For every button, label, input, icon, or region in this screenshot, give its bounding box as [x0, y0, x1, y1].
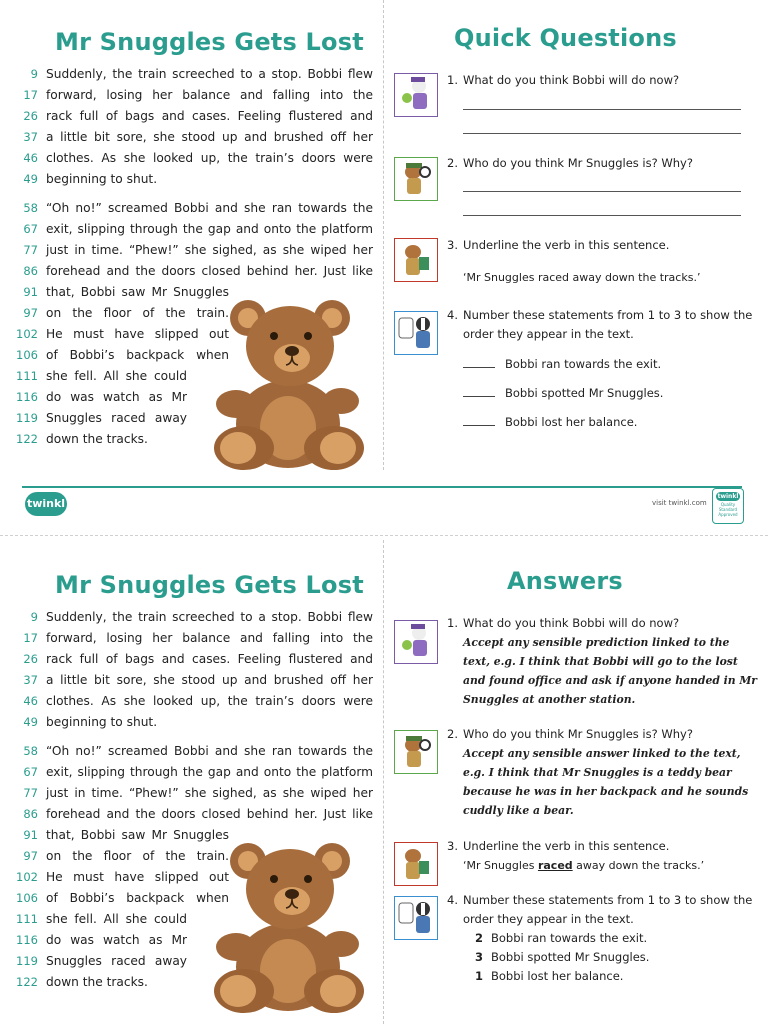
question-3-text: Underline the verb in this sentence.	[463, 238, 670, 252]
story-text: just in time. “Phew!” she sighed, as she wiped her	[46, 243, 373, 257]
answer-line[interactable]	[463, 109, 741, 110]
word-count: 58	[23, 201, 38, 215]
word-count: 67	[23, 222, 38, 236]
word-count: 26	[23, 109, 38, 123]
story-text: clothes. As she looked up, the train’s doors were	[46, 151, 373, 165]
story-line	[0, 804, 380, 825]
order-statement: Bobbi lost her balance.	[491, 969, 624, 983]
story-line	[0, 198, 380, 219]
answer-2-line: Accept any sensible answer linked to the text,	[463, 747, 741, 760]
order-blank[interactable]	[463, 384, 495, 397]
story-text: forehead and the doors closed behind her. Just like	[46, 264, 373, 278]
story-line	[0, 219, 380, 240]
cut-line	[0, 535, 768, 536]
question-number: 3.	[447, 238, 458, 252]
story-text: Suddenly, the train screeched to a stop. Bobbi flew	[46, 610, 373, 624]
answer-line[interactable]	[463, 133, 741, 134]
question-number: 1.	[447, 616, 458, 630]
story-text: forehead and the doors closed behind her. Just like	[46, 807, 373, 821]
sentence-start: ‘Mr Snuggles	[463, 859, 538, 872]
question-1-text: What do you think Bobbi will do now?	[463, 73, 680, 87]
story-line	[0, 783, 380, 804]
story-text: she fell. All she could	[46, 369, 187, 383]
order-blank[interactable]	[463, 413, 495, 426]
story-text: that, Bobbi saw Mr Snuggles	[46, 285, 229, 299]
order-answer-number: 2	[475, 931, 484, 945]
story-line	[0, 628, 380, 649]
word-count: 17	[23, 631, 38, 645]
question-number: 2.	[447, 727, 458, 741]
question-1-text: What do you think Bobbi will do now?	[463, 616, 680, 630]
word-count: 102	[16, 870, 38, 884]
story-line	[0, 741, 380, 762]
order-statement: Bobbi spotted Mr Snuggles.	[491, 950, 650, 964]
story-text: a little bit sore, she stood up and brushed off her	[46, 130, 373, 144]
word-count: 49	[23, 715, 38, 729]
order-answer-row	[475, 967, 623, 986]
word-count: 67	[23, 765, 38, 779]
answer-1-line: Accept any sensible prediction linked to the	[463, 636, 730, 649]
story-text: beginning to shut.	[46, 172, 158, 186]
word-count: 17	[23, 88, 38, 102]
answer-1-line: Snuggles at another station.	[463, 693, 636, 706]
story-line	[0, 148, 380, 169]
word-count: 97	[23, 306, 38, 320]
story-text: just in time. “Phew!” she sighed, as she wiped her	[46, 786, 373, 800]
sentence-end: away down the tracks.’	[572, 859, 705, 872]
visit-link[interactable]: visit twinkl.com	[652, 499, 707, 507]
twinkl-logo[interactable]: twinkl	[25, 492, 67, 516]
word-count: 37	[23, 130, 38, 144]
answer-2-line: because he was in her backpack and he sounds	[463, 785, 749, 798]
reader-character-icon	[394, 842, 438, 886]
story-text: forward, losing her balance and falling into the	[46, 88, 373, 102]
word-count: 91	[23, 828, 38, 842]
word-count: 77	[23, 243, 38, 257]
story-text: of Bobbi’s backpack when	[46, 891, 229, 905]
order-statement-row	[463, 413, 637, 432]
detective-character-icon	[394, 157, 438, 201]
order-statement: Bobbi ran towards the exit.	[491, 931, 648, 945]
question-number: 3.	[447, 839, 458, 853]
question-3-text: Underline the verb in this sentence.	[463, 839, 670, 853]
girl-character-icon	[394, 73, 438, 117]
story-line	[0, 64, 380, 85]
badger-character-icon	[394, 896, 438, 940]
order-blank[interactable]	[463, 355, 495, 368]
word-count: 119	[16, 954, 38, 968]
story-line	[0, 691, 380, 712]
answer-line[interactable]	[463, 215, 741, 216]
story-text: that, Bobbi saw Mr Snuggles	[46, 828, 229, 842]
questions-title: Quick Questions	[454, 24, 677, 52]
story-text: on the floor of the train.	[46, 849, 229, 863]
story-title: Mr Snuggles Gets Lost	[55, 571, 364, 599]
word-count: 77	[23, 786, 38, 800]
answer-1-line: text, e.g. I think that Bobbi will go to the lost	[463, 655, 738, 668]
order-statement: Bobbi lost her balance.	[505, 415, 638, 429]
story-line	[0, 85, 380, 106]
story-text: of Bobbi’s backpack when	[46, 348, 229, 362]
question-2-text: Who do you think Mr Snuggles is? Why?	[463, 727, 693, 741]
story-text: forward, losing her balance and falling into the	[46, 631, 373, 645]
teddy-bear-image	[208, 296, 368, 472]
underlined-verb: raced	[537, 859, 573, 872]
story-title: Mr Snuggles Gets Lost	[55, 28, 364, 56]
story-text: “Oh no!” screamed Bobbi and she ran towards the	[46, 201, 373, 215]
story-line	[0, 712, 380, 733]
story-text: rack full of bags and cases. Feeling flustered and	[46, 109, 373, 123]
order-statement-row	[463, 384, 663, 403]
story-text: rack full of bags and cases. Feeling flustered and	[46, 652, 373, 666]
story-text: down the tracks.	[46, 975, 148, 989]
order-answer-number: 1	[475, 969, 484, 983]
story-text: Suddenly, the train screeched to a stop. Bobbi flew	[46, 67, 373, 81]
story-text: exit, slipping through the gap and onto the platform	[46, 222, 373, 236]
story-text: down the tracks.	[46, 432, 148, 446]
story-text: He must have slipped out	[46, 327, 229, 341]
girl-character-icon	[394, 620, 438, 664]
quality-badge-logo: twinkl	[717, 493, 739, 500]
word-count: 102	[16, 327, 38, 341]
word-count: 97	[23, 849, 38, 863]
question-4-line-1: Number these statements from 1 to 3 to show the	[463, 308, 753, 322]
order-answer-row	[475, 948, 649, 967]
order-answer-row	[475, 929, 647, 948]
word-count: 106	[16, 348, 38, 362]
story-text: she fell. All she could	[46, 912, 187, 926]
word-count: 111	[16, 369, 38, 383]
order-statement: Bobbi spotted Mr Snuggles.	[505, 386, 664, 400]
question-4-line-1: Number these statements from 1 to 3 to show the	[463, 893, 753, 907]
story-line	[0, 762, 380, 783]
word-count: 9	[30, 67, 38, 81]
word-count: 86	[23, 264, 38, 278]
word-count: 91	[23, 285, 38, 299]
story-line	[0, 607, 380, 628]
question-number: 1.	[447, 73, 458, 87]
answer-2-line: cuddly like a bear.	[463, 804, 574, 817]
order-answer-number: 3	[475, 950, 484, 964]
verb-sentence-answer	[463, 856, 704, 875]
column-divider-top	[383, 0, 384, 470]
story-text: exit, slipping through the gap and onto the platform	[46, 765, 373, 779]
answer-2-line: e.g. I think that Mr Snuggles is a teddy bear	[463, 766, 732, 779]
word-count: 26	[23, 652, 38, 666]
story-text: clothes. As she looked up, the train’s doors were	[46, 694, 373, 708]
question-number: 4.	[447, 893, 458, 907]
quality-badge	[712, 488, 744, 524]
story-line	[0, 240, 380, 261]
answer-1-line: and found office and ask if anyone handed in Mr	[463, 674, 757, 687]
story-text: on the floor of the train.	[46, 306, 229, 320]
footer-rule	[22, 486, 742, 488]
word-count: 58	[23, 744, 38, 758]
story-text: He must have slipped out	[46, 870, 229, 884]
story-line	[0, 127, 380, 148]
word-count: 111	[16, 912, 38, 926]
word-count: 122	[16, 975, 38, 989]
order-statement: Bobbi ran towards the exit.	[505, 357, 662, 371]
word-count: 116	[16, 933, 38, 947]
story-text: “Oh no!” screamed Bobbi and she ran towards the	[46, 744, 373, 758]
story-line	[0, 670, 380, 691]
word-count: 122	[16, 432, 38, 446]
story-line	[0, 261, 380, 282]
reader-character-icon	[394, 238, 438, 282]
word-count: 37	[23, 673, 38, 687]
word-count: 46	[23, 151, 38, 165]
question-2-text: Who do you think Mr Snuggles is? Why?	[463, 156, 693, 170]
order-statement-row	[463, 355, 661, 374]
word-count: 9	[30, 610, 38, 624]
column-divider-bottom	[383, 540, 384, 1024]
story-text: do was watch as Mr	[46, 390, 187, 404]
word-count: 46	[23, 694, 38, 708]
question-4-line-2: order they appear in the text.	[463, 327, 634, 341]
badger-character-icon	[394, 311, 438, 355]
word-count: 116	[16, 390, 38, 404]
story-text: beginning to shut.	[46, 715, 158, 729]
verb-sentence[interactable]: ‘Mr Snuggles raced away down the tracks.’	[463, 271, 701, 284]
story-text: Snuggles raced away	[46, 954, 187, 968]
word-count: 119	[16, 411, 38, 425]
story-text: a little bit sore, she stood up and brushed off her	[46, 673, 373, 687]
story-text: Snuggles raced away	[46, 411, 187, 425]
story-text: do was watch as Mr	[46, 933, 187, 947]
teddy-bear-image	[208, 839, 368, 1015]
question-number: 2.	[447, 156, 458, 170]
story-line	[0, 106, 380, 127]
answers-title: Answers	[507, 567, 623, 595]
word-count: 106	[16, 891, 38, 905]
detective-character-icon	[394, 730, 438, 774]
question-number: 4.	[447, 308, 458, 322]
quality-badge-text: Quality Standard Approved	[718, 502, 738, 517]
word-count: 86	[23, 807, 38, 821]
question-4-line-2: order they appear in the text.	[463, 912, 634, 926]
word-count: 49	[23, 172, 38, 186]
story-line	[0, 649, 380, 670]
story-line	[0, 169, 380, 190]
answer-line[interactable]	[463, 191, 741, 192]
